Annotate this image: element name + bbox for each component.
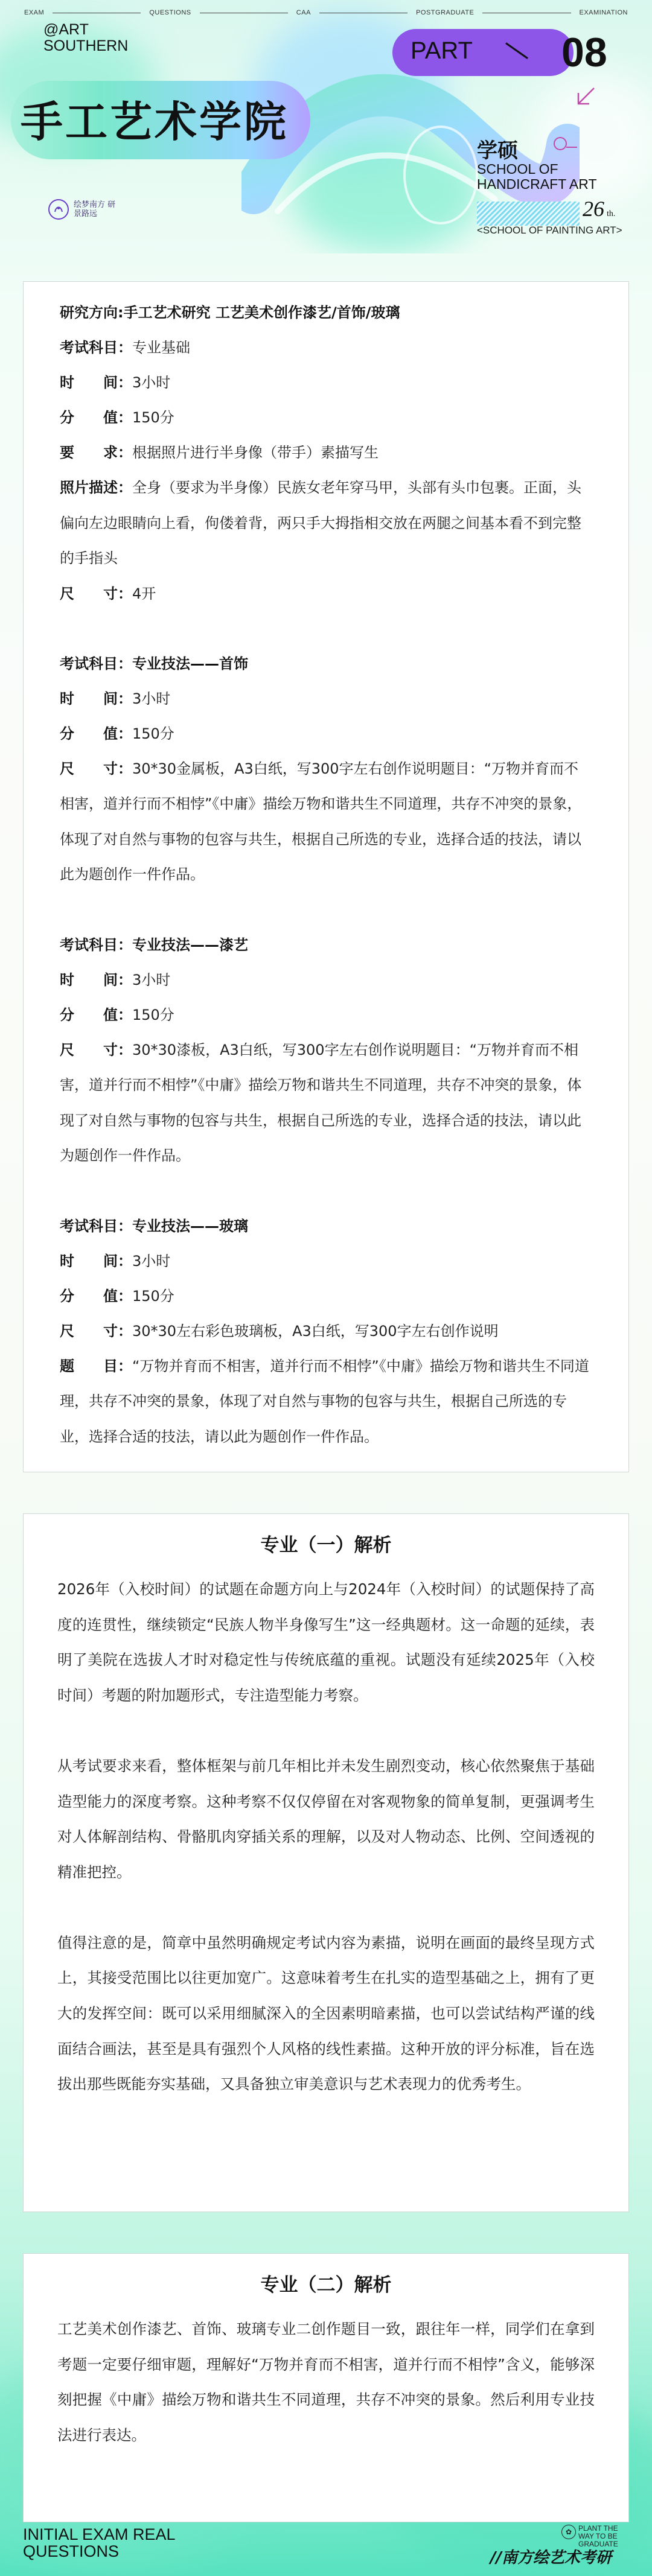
field-value: 专业技法——首饰 (132, 655, 248, 672)
paragraph-spacer (57, 1714, 595, 1749)
field-label: 分 值： (60, 1006, 132, 1023)
exam-section (60, 646, 592, 892)
field-value: 全身（要求为半身像）民族女老年穿马甲，头部有头巾包裹。正面，头偏向左边眼睛向上看，佝偻着背，两只手大拇指相交放在两腿之间基本看不到完整的手指头 (60, 479, 581, 567)
edition-suffix: th. (607, 209, 616, 218)
field-label: 题 目： (60, 1357, 132, 1375)
analysis-paragraph: 从考试要求来看，整体框架与前几年相比并未发生剧烈变动，核心依然聚焦于基础造型能力的深度考察。这种考察不仅仅停留在对客观物象的简单复制，更强调考生对人体解剖结构、骨骼肌肉穿插关系的理解，以及对人物动态、比例、空间透视的精准把控。 (57, 1757, 595, 1881)
exam-section (60, 330, 592, 611)
field-label: 要 求： (60, 444, 132, 461)
painting-school-label: <SCHOOL OF PAINTING ART> (477, 224, 622, 236)
exam-field (60, 576, 592, 611)
exam-field (60, 716, 592, 751)
exam-field (60, 1209, 592, 1244)
field-value: 3小时 (132, 690, 171, 707)
field-value: 3小时 (132, 971, 171, 988)
field-label: 分 值： (60, 725, 132, 742)
exam-details-card (23, 281, 629, 1472)
analysis-one-card (23, 1513, 629, 2212)
field-value: 150分 (132, 1287, 174, 1305)
paragraph-spacer (57, 1891, 595, 1926)
research-direction (60, 295, 592, 330)
page-title: 手工艺术学院 (21, 97, 289, 147)
field-label: 时 间： (60, 971, 132, 988)
edition-number (583, 196, 615, 221)
field-label: 尺 寸： (60, 1322, 132, 1340)
field-label: 时 间： (60, 1252, 132, 1270)
exam-field (60, 400, 592, 435)
exam-field (60, 646, 592, 681)
topbar-word: EXAM (24, 9, 45, 16)
header-banner (0, 0, 652, 253)
field-value: 专业技法——漆艺 (132, 936, 248, 953)
field-value: 专业基础 (132, 339, 190, 356)
part-label: PART (411, 37, 473, 64)
exam-field (60, 997, 592, 1032)
analysis-paragraph: 值得注意的是，简章中虽然明确规定考试内容为素描，说明在画面的最终呈现方式上，其接受范围比以往更加宽广。这意味着考生在扎实的造型基础之上，拥有了更大的发挥空间：既可以采用细腻深入的全因素明暗素描，也可以尝试结构严谨的线面结合画法，甚至是具有强烈个人风格的线性素描。这种开放的评分标准，旨在选拔出那些既能夯实基础，又具备独立审美意识与艺术表现力的优秀考生。 (57, 1933, 595, 2093)
footer (0, 2522, 652, 2576)
exam-field (60, 435, 592, 470)
field-value: 30*30漆板，A3白纸，写300字左右创作说明题目：“万物并育而不相害，道并行而不相悖”《中庸》描绘万物和谐共生不同道理，共存不冲突的景象，体现了对自然与事物的包容与共生，根据自己所选的专业，选择合适的技法，请以此为题创作一件作品。 (60, 1041, 582, 1164)
field-label: 考试科目： (60, 655, 132, 672)
topbar-word: POSTGRADUATE (416, 9, 475, 16)
exam-field (60, 927, 592, 962)
field-value: 3小时 (132, 1252, 171, 1270)
field-label: 尺 寸： (60, 1041, 132, 1058)
field-value: 3小时 (132, 374, 171, 391)
analysis-paragraph: 工艺美术创作漆艺、首饰、玻璃专业二创作题目一致，跟往年一样，同学们在拿到考题一定要仔细审题，理解好“万物并育而不相害，道并行而不相悖”含义，能够深刻把握《中庸》描绘万物和谐共生不同道理，共存不冲突的景象。然后利用专业技法进行表达。 (57, 2320, 595, 2444)
field-value: 4开 (132, 585, 156, 602)
search-icon (551, 135, 578, 153)
analysis-two-title: 专业（二）解析 (260, 2274, 392, 2296)
field-value: 30*30左右彩色玻璃板，A3白纸，写300字左右创作说明 (132, 1322, 499, 1340)
exam-field (60, 1314, 592, 1349)
section-spacer (60, 1174, 592, 1209)
field-value: 150分 (132, 1006, 174, 1023)
logo-text: 绘梦南方 研景路远 (74, 200, 116, 218)
analysis-one-title: 专业（一）解析 (260, 1534, 392, 1556)
field-value: 根据照片进行半身像（带手）素描写生 (132, 444, 379, 461)
exam-field-paragraph (60, 1032, 592, 1174)
field-value: “万物并育而不相害，道并行而不相悖”《中庸》描绘万物和谐共生不同道理，共存不冲突的景象，体现了对自然与事物的包容与共生，根据自己所选的专业，选择合适的技法，请以此为题创作一件作品。 (60, 1357, 589, 1445)
exam-field (60, 1279, 592, 1314)
initial-exam-label: INITIAL EXAM REAL QUESTIONS (23, 2525, 175, 2560)
analysis-paragraph: 2026年（入校时间）的试题在命题方向上与2024年（入校时间）的试题保持了高度的连贯性，继续锁定“民族人物半身像写生”这一经典题材。这一命题的延续，表明了美院在选拔人才时对稳定性与传统底蕴的重视。试题没有延续2025年（入校时间）考题的附加题形式，专注造型能力考察。 (57, 1580, 595, 1705)
part-number: 08 (561, 30, 607, 75)
section-spacer (60, 892, 592, 927)
edition-value: 26 (583, 197, 604, 221)
field-label: 分 值： (60, 409, 132, 426)
brand-name: //南方绘艺术考研 (490, 2549, 612, 2567)
field-label: 考试科目： (60, 339, 132, 356)
field-label: 尺 寸： (60, 585, 132, 602)
art-southern-label: @ART SOUTHERN (43, 21, 129, 54)
field-value: 专业技法——玻璃 (132, 1217, 248, 1235)
field-label: 时 间： (60, 690, 132, 707)
field-label: 考试科目： (60, 1217, 132, 1235)
brand-logo (48, 199, 122, 220)
field-value: 150分 (132, 725, 174, 742)
exam-field (60, 1244, 592, 1279)
field-label: 尺 寸： (60, 760, 132, 777)
section-spacer (60, 611, 592, 646)
exam-field-paragraph (60, 751, 592, 892)
exam-field (60, 962, 592, 997)
field-value: 150分 (132, 409, 174, 426)
analysis-two-card (23, 2253, 629, 2522)
plant-slogan-text: PLANT THE WAY TO BE GRADUATE (578, 2524, 618, 2548)
exam-field (60, 681, 592, 716)
field-label: 时 间： (60, 374, 132, 391)
topbar-word: EXAMINATION (579, 9, 628, 16)
degree-label: 学硕 (477, 139, 518, 163)
exam-field-paragraph (60, 1349, 592, 1455)
field-label: 分 值： (60, 1287, 132, 1305)
school-english-name: SCHOOL OF HANDICRAFT ART (477, 161, 597, 192)
field-value: 30*30金属板，A3白纸，写300字左右创作说明题目：“万物并育而不相害，道并行而不相悖”《中庸》描绘万物和谐共生不同道理，共存不冲突的景象，体现了对自然与事物的包容与共生，根据自己所选的专业，选择合适的技法，请以此为题创作一件作品。 (60, 760, 582, 883)
hatch-decoration (477, 202, 580, 226)
exam-section (60, 1209, 592, 1455)
exam-field (60, 365, 592, 400)
field-label: 照片描述： (60, 479, 132, 496)
exam-field (60, 330, 592, 365)
exam-section (60, 927, 592, 1174)
exam-field-paragraph (60, 470, 592, 576)
topbar-word: CAA (296, 9, 311, 16)
arrow-down-left-icon (574, 84, 598, 109)
leaf-icon: ✿ (561, 2525, 576, 2539)
header-topbar (24, 6, 628, 19)
logo-icon (48, 199, 69, 220)
topbar-word: QUESTIONS (149, 9, 191, 16)
field-label: 考试科目： (60, 936, 132, 953)
research-direction-text: 研究方向:手工艺术研究 工艺美术创作漆艺/首饰/玻璃 (60, 304, 400, 321)
